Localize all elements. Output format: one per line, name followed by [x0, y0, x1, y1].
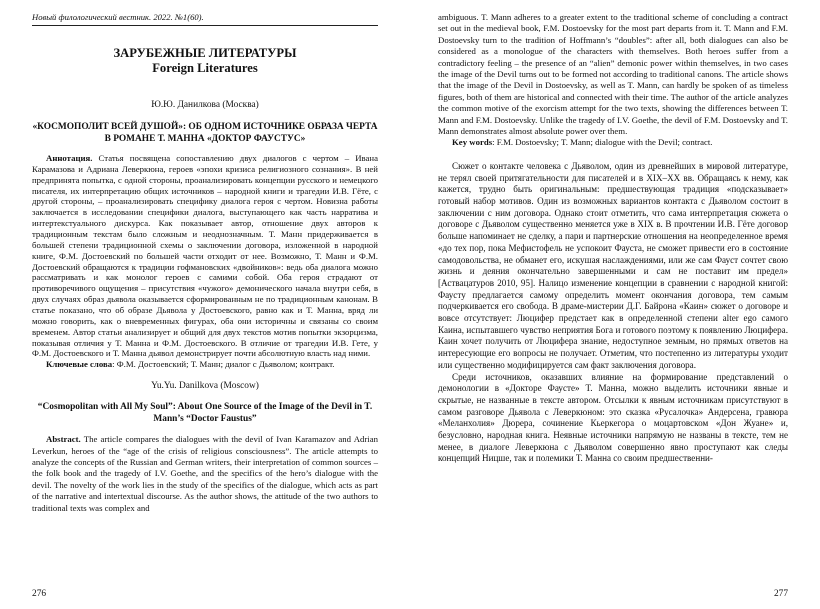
author-en: Yu.Yu. Danilkova (Moscow): [151, 381, 259, 392]
body-paragraph-2: Среди источников, оказавших влияние на формирование представлений о демонологии в «Докторе Фаусте» Т. Манна, можно выделить источники явные и скрытые, не названные в тексте автором. Отсылки к явным источникам присутствуют в самом разговоре Дьявола с Леверкюном: это сказка «Русалочка» Андерсена, гравюра «Меланхолия» Дюрера, сочинение Кьеркегора о моцартовском «Дон Жуане» и, безусловно, народная книга. Неявные источники напрямую не названы в тексте, тем не менее, в диалоге Леверкюна с Дьяволом совершенно явно проступают как следы концепций Ницше, так и полемики Т. Манна со своим предшественни-: [438, 371, 788, 464]
abstract-en-label: Abstract.: [46, 434, 81, 445]
abstract-en: [32, 434, 378, 514]
keywords-ru-label: Ключевые слова: [46, 359, 113, 370]
abstract-en-text: The article compares the dialogues with the devil of Ivan Karamazov and Adrian Leverkun, heroes of the “age of the crisis of religious consciousness”. The article attempts to analyze the concepts of the Russian and German writers, their interpretation of common sources – the folk book and the tragedy of I.V. Goethe, and the specifics of the hero’s dialogue with the devil. The novelty of the work lies in the study of the specifics of the dialogue, which acts as part of the narrative and intertextual discourse. As the author shows, the attitude of the two authors to traditional texts was complex and: [32, 434, 378, 513]
abstract-ru-label: Аннотация.: [46, 153, 93, 163]
section-title-en: Foreign Literatures: [152, 61, 258, 75]
article-title-en: “Cosmopolitan with All My Soul”: About One Source of the Image of the Devil in T. Mann’s “Doctor Faustus”: [37, 402, 373, 424]
section-title-ru: ЗАРУБЕЖНЫЕ ЛИТЕРАТУРЫ: [113, 46, 297, 60]
abstract-en-continued: ambiguous. T. Mann adheres to a greater extent to the traditional scheme of concluding a contract set out in the medieval book, F.M. Dostoevsky for the most part departs from it. T. Mann and F.M. Dostoevsky turn to the tradition of Hoffmann’s “doubles”: after all, both dialogues can also be considered as a monologue of the characters with themselves. Both heroes suffer from a contradictory feeling – the presence of an “alien” demonic power within themselves, in two cases the image of the Devil turns out to be formed not according to traditional canons. The article shows that the image of the Devil in Dostoevsky, as well as T. Mann, can hardly be spoken of as timeless figures, both of them are historical and connected with their time. The author of the article analyzes the common motive of the exorcism attempt for the two texts, showing the differences between T. Mann and F.M. Dostoevsky. Unlike the tragedy of I.V. Goethe, the devil of F.M. Dostoevsky and T. Mann demonstrates almost absolute power over them.: [438, 12, 788, 137]
article-title-ru: «КОСМОПОЛИТ ВСЕЙ ДУШОЙ»: ОБ ОДНОМ ИСТОЧНИКЕ ОБРАЗА ЧЕРТА В РОМАНЕ Т. МАННА «ДОКТОР ФАУСТУС»: [32, 122, 378, 144]
keywords-ru: [32, 359, 378, 370]
running-header: Новый филологический вестник. 2022. №1(60).: [32, 12, 204, 22]
page-number-left: 276: [32, 589, 47, 599]
abstract-ru: [32, 153, 378, 359]
keywords-en: [438, 137, 788, 148]
keywords-en-label: Key words: [452, 137, 493, 148]
right-page: [410, 0, 820, 609]
keywords-ru-text: : Ф.М. Достоевский; Т. Манн; диалог с Дьяволом; контракт.: [112, 359, 335, 370]
page-number-right: 277: [773, 589, 788, 599]
author-ru: Ю.Ю. Данилкова (Москва): [151, 100, 259, 110]
abstract-ru-text: Статья посвящена сопоставлению двух диалогов с чертом – Ивана Карамазова и Адриана Леверкюна, героев «эпохи кризиса религиозного сознания». В ней предпринята попытка, с одной стороны, проанализировать концепции русского и немецкого писателя, их интерпретацию общих источников – народной книги и трагедии И.В. Гёте, с другой стороны, – проанализировать специфику диалога героя с чертом. Новизна работы заключается в исследовании специфики диалога, выступающего как часть нарратива и интертекстуального дискурса. Как показывает автор, отношение двух авторов к традиционным текстам было сложным и неоднозначным. Т. Манн придерживается в большей степени традиционной схемы о заключении договора, изложенной в народной книге, Ф.М. Достоевский по большей части отходит от нее. Возможно, Т. Манн и Ф.М. Достоевский обращаются к традиции гофмановских «двойников»: ведь оба диалога можно рассматривать и как монолог героев с самими собой. Оба героя страдают от противоречивого ощущения – присутствия «чужого» демонического начала внутри себя, в двух случаях образ дьявола оказывается сформированным не по традиционным канонам. В статье показано, что об образе Дьявола у Достоевского, равно как и Т. Манна, вряд ли можно говорить, как о вневременных фигурах, оба они историчны и связаны со своим временем. Автор статьи анализирует и общий для двух текстов мотив попытки экзорцизма, показывая отличия у Т. Манна и Ф.М. Достоевского. В отличие от трагедии И.В. Гете, у Ф.М. Достоевского и Т. Манна дьявол демонстрирует почти абсолютную власть над ними.: [32, 153, 378, 359]
keywords-en-text: : F.M. Dostoevsky; T. Mann; dialogue with the Devil; contract.: [492, 137, 713, 148]
header-rule: [32, 25, 378, 26]
body-paragraph-1: Сюжет о контакте человека с Дьяволом, один из древнейших в мировой литературе, не терял своей притягательности для писателей и в XIX–XX вв. Обращаясь к нему, как кажется, трудно быть оригинальным: предшествующая традиция «подсказывает» готовый набор мотивов. Один из возможных вариантов контакта с Дьяволом состоит в заключении с ним договора. Однако стоит отметить, что сама интерпретация сюжета о договоре с Дьяволом существенно меняется уже в XIX в. В прочтении И.В. Гёте договор больше напоминает не сделку, а пари и партнерские отношения на неопределенное время «до тех пор, пока Мефистофель не успокоит Фауста, не сможет привести его в состояние самодовольства, не обманет его, искушая наслаждениями, или же сам Фауст сочтет свою жизнь и деяния окончательно завершенными и сам не поставит им предел» [Аствацатуров 2010, 95]. Налицо изменение концепции в сравнении с народной книгой: Фаусту предлагается самому определить момент окончания договора, тем самым подчеркивается его свобода. В драме-мистерии Д.Г. Байрона «Каин» сюжет о договоре и вовсе отсутствует: Люцифер предстает как в определенной степени alter ego самого Каина, испытавшего чувство неприятия Бога и готового поэтому к появлению Люцифера. Каин хочет получить от Люцифера знание, недоступное земным, но прямых ответов на интересующие его вопросы не получает. Отметим, что постепенно из литературы уходит или существенно модифицируется сам факт заключения договора.: [438, 160, 788, 370]
